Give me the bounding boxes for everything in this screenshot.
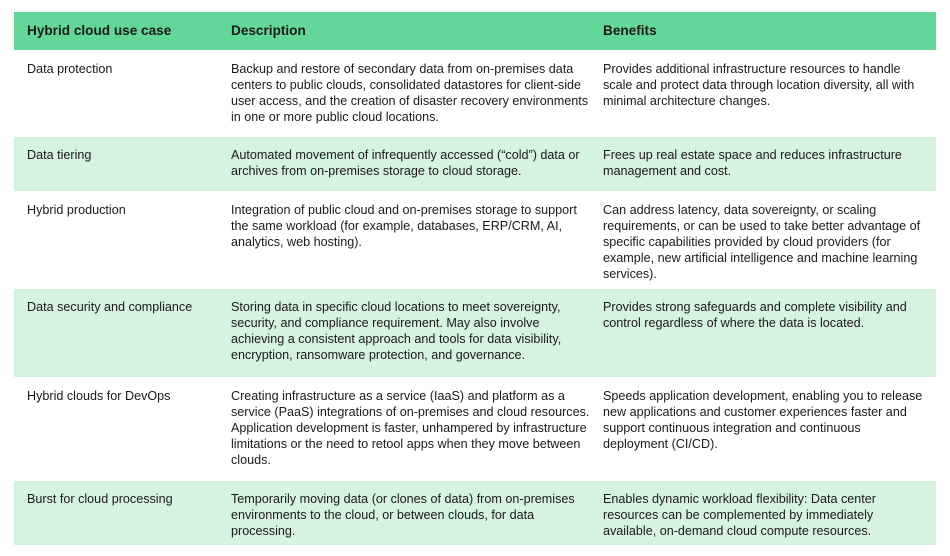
description-cell: Creating infrastructure as a service (IaaS) and platform as a service (PaaS) integrations of on-premises and cloud resources. Application development is faster, unhampered by infrastructure limitations or the need to retool apps when they move between clouds. bbox=[231, 389, 590, 467]
use-case-cell: Burst for cloud processing bbox=[27, 492, 173, 506]
benefits-cell: Speeds application development, enabling you to release new applications and customer experiences faster and support continuous integration and continuous deployment (CI/CD). bbox=[603, 389, 923, 451]
table-row bbox=[14, 289, 936, 378]
hybrid-cloud-table bbox=[14, 12, 936, 546]
use-case-cell: Hybrid clouds for DevOps bbox=[27, 389, 171, 403]
use-case-cell: Data security and compliance bbox=[27, 300, 193, 314]
use-case-cell: Data protection bbox=[27, 62, 113, 76]
description-cell: Backup and restore of secondary data from on-premises data centers to public clouds, consolidated datastores for client-side user access, and the creation of disaster recovery environments in one or more public cloud locations. bbox=[231, 62, 588, 124]
table-row bbox=[14, 51, 936, 137]
table-row bbox=[14, 137, 936, 192]
description-cell: Integration of public cloud and on-premises storage to support the same workload (for example, databases, ERP/CRM, AI, analytics, web hosting). bbox=[231, 203, 577, 249]
benefits-cell: Can address latency, data sovereignty, or scaling requirements, or can be used to take better advantage of specific capabilities provided by cloud providers (for example, new artificial intelligence and machine learning services). bbox=[603, 203, 921, 281]
table-row bbox=[14, 378, 936, 481]
benefits-cell: Enables dynamic workload flexibility: Data center resources can be complemented by immediately available, on-demand cloud compute resources. bbox=[603, 492, 876, 538]
description-cell: Temporarily moving data (or clones of data) from on-premises environments to the cloud, or between clouds, for data processing. bbox=[231, 492, 575, 538]
description-cell: Automated movement of infrequently accessed (“cold”) data or archives from on-premises storage to cloud storage. bbox=[231, 148, 580, 178]
benefits-cell: Provides strong safeguards and complete visibility and control regardless of where the data is located. bbox=[603, 300, 907, 330]
description-cell: Storing data in specific cloud locations to meet sovereignty, security, and compliance requirement. May also involve achieving a consistent approach and tools for data visibility, encryption, ransomware protection, and governance. bbox=[231, 300, 562, 362]
benefits-cell: Frees up real estate space and reduces infrastructure management and cost. bbox=[603, 148, 902, 178]
header-description: Description bbox=[231, 23, 306, 38]
benefits-cell: Provides additional infrastructure resources to handle scale and protect data through location diversity, all with minimal architecture changes. bbox=[603, 62, 915, 108]
use-case-cell: Data tiering bbox=[27, 148, 92, 162]
table-row bbox=[14, 481, 936, 546]
header-benefits: Benefits bbox=[603, 23, 657, 38]
table-row bbox=[14, 192, 936, 289]
table-header-row bbox=[14, 12, 936, 51]
header-use-case: Hybrid cloud use case bbox=[27, 23, 172, 38]
use-case-cell: Hybrid production bbox=[27, 203, 126, 217]
